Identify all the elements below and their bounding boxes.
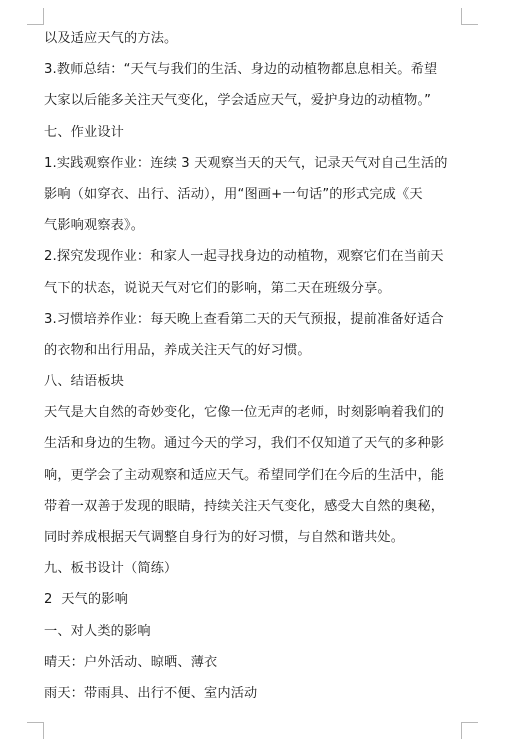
text-line: 2.探究发现作业：和家人一起寻找身边的动植物，观察它们在当前天 <box>44 249 444 265</box>
crop-mark-top-left <box>27 8 44 25</box>
text-line: 以及适应天气的方法。 <box>44 31 178 46</box>
text-line: 响，更学会了主动观察和适应天气。希望同学们在今后的生活中，能 <box>44 467 445 483</box>
text-line: 大家以后能多关注天气变化，学会适应天气，爱护身边的动植物。” <box>44 93 432 109</box>
text-line: 1.实践观察作业：连续 3 天观察当天的天气，记录天气对自己生活的 <box>44 155 448 171</box>
text-line: 带着一双善于发现的眼睛，持续关注天气变化，感受大自然的奥秘， <box>44 498 445 514</box>
board-item: 晴天：户外活动、晾晒、薄衣 <box>44 654 218 670</box>
crop-mark-bottom-left <box>27 722 44 739</box>
crop-mark-bottom-right <box>461 722 478 739</box>
text-line: 影响（如穿衣、出行、活动），用“图画+一句话”的形式完成《天 <box>44 186 423 202</box>
section-heading: 八、结语板块 <box>44 374 125 390</box>
text-line: 3.教师总结：“天气与我们的生活、身边的动植物都息息相关。希望 <box>44 62 438 78</box>
section-heading: 九、板书设计（简练） <box>44 561 178 577</box>
text-line: 气影响观察表》。 <box>44 218 145 234</box>
text-line: 天气是大自然的奇妙变化，它像一位无声的老师，时刻影响着我们的 <box>44 405 445 421</box>
board-subheading: 一、对人类的影响 <box>44 623 151 639</box>
text-line: 同时养成根据天气调整自身行为的好习惯，与自然和谐共处。 <box>44 530 405 545</box>
text-line: 3.习惯培养作业：每天晚上查看第二天的天气预报，提前准备好适合 <box>44 311 444 327</box>
text-line: 生活和身边的生物。通过今天的学习，我们不仅知道了天气的多种影 <box>44 436 445 452</box>
board-item: 雨天：带雨具、出行不便、室内活动 <box>44 685 258 701</box>
text-line: 气下的状态，说说天气对它们的影响，第二天在班级分享。 <box>44 280 391 296</box>
section-heading: 七、作业设计 <box>44 124 125 140</box>
text-line: 的衣物和出行用品，养成关注天气的好习惯。 <box>44 342 311 358</box>
board-title: 2 天气的影响 <box>44 592 128 608</box>
document-body <box>44 23 466 709</box>
